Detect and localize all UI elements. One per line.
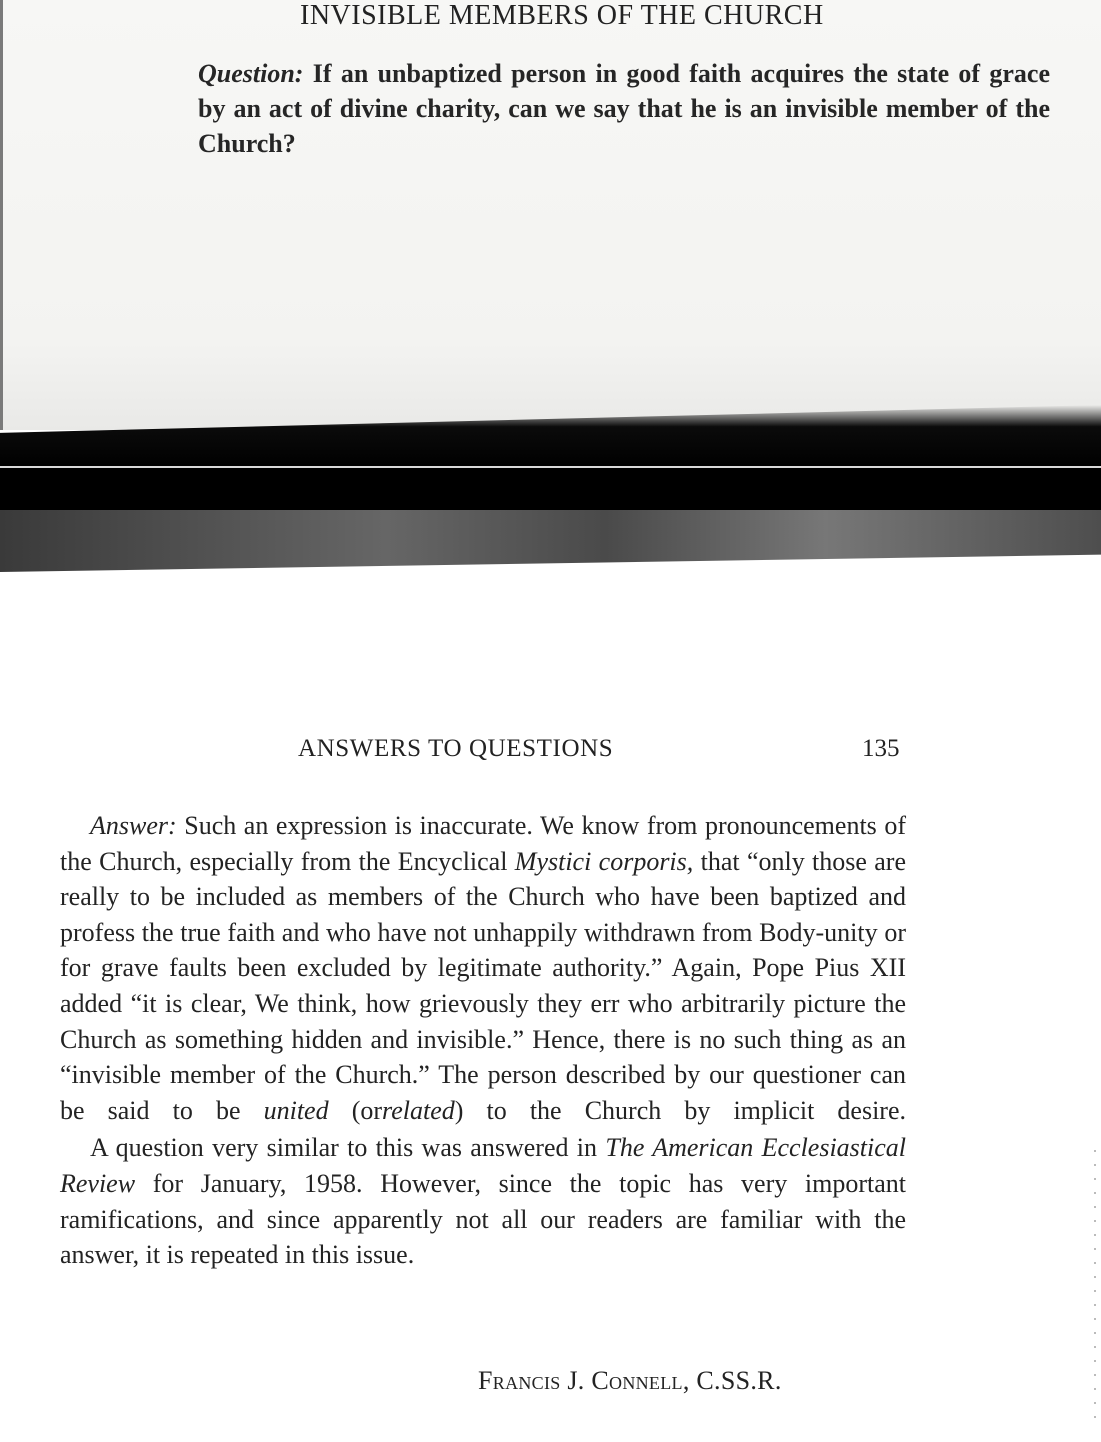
answer-text-c: (or [351, 1095, 383, 1125]
encyclical-title: Mystici corporis, [514, 846, 694, 876]
term-related: related [382, 1095, 455, 1125]
answer-body [60, 808, 906, 1273]
answer2-text-a: A question very similar to this was answered in [90, 1133, 598, 1163]
review-title: The American Ecclesiastical Review [60, 1133, 907, 1198]
scan-edge-marks [1094, 1150, 1096, 1430]
answer-text-a: Such an expression is inaccurate. We know from pronouncements of the Church, especially from the Encyclical [60, 811, 907, 876]
answer-paragraph-2 [60, 1130, 906, 1272]
scan-shadow-band-lower [0, 510, 1101, 572]
page-edge-left [0, 0, 3, 430]
question-label: Question: [198, 59, 304, 88]
page-gap-band [0, 468, 1101, 510]
answer-text-b: that “only those are really to be included as members of the Church who have been baptized and profess the true faith and who have not unhappily withdrawn from Body-unity or for grave faults been excluded by legitimate authority.” Again, Pope Pius XII added “it is clear, We think, how grievously they err who arbitrarily picture the Church as something hidden and invisible.” Hence, there is no such thing as an “invisible member of the Church.” The person described by our questioner can be said to be [60, 846, 907, 1125]
answer2-text-b: for January, 1958. However, since the topic has very important ramifications, and since apparently not all our readers are familiar with the answer, it is repeated in this issue. [60, 1168, 906, 1270]
article-heading: INVISIBLE MEMBERS OF THE CHURCH [300, 0, 824, 31]
question-text: If an unbaptized person in good faith acquires the state of grace by an act of divine charity, can we say that he is an invisible member of the Church? [198, 59, 1050, 158]
answer-text-d: ) to the Church by implicit desire. [454, 1095, 907, 1125]
running-head: ANSWERS TO QUESTIONS [298, 735, 614, 762]
answer-label: Answer: [90, 811, 177, 840]
top-page [0, 0, 1101, 430]
page-number: 135 [862, 735, 900, 762]
question-paragraph [198, 56, 1050, 161]
answer-paragraph-1 [60, 808, 906, 1128]
author-signature: Francis J. Connell, C.SS.R. [478, 1366, 782, 1395]
term-united: united [263, 1095, 329, 1125]
